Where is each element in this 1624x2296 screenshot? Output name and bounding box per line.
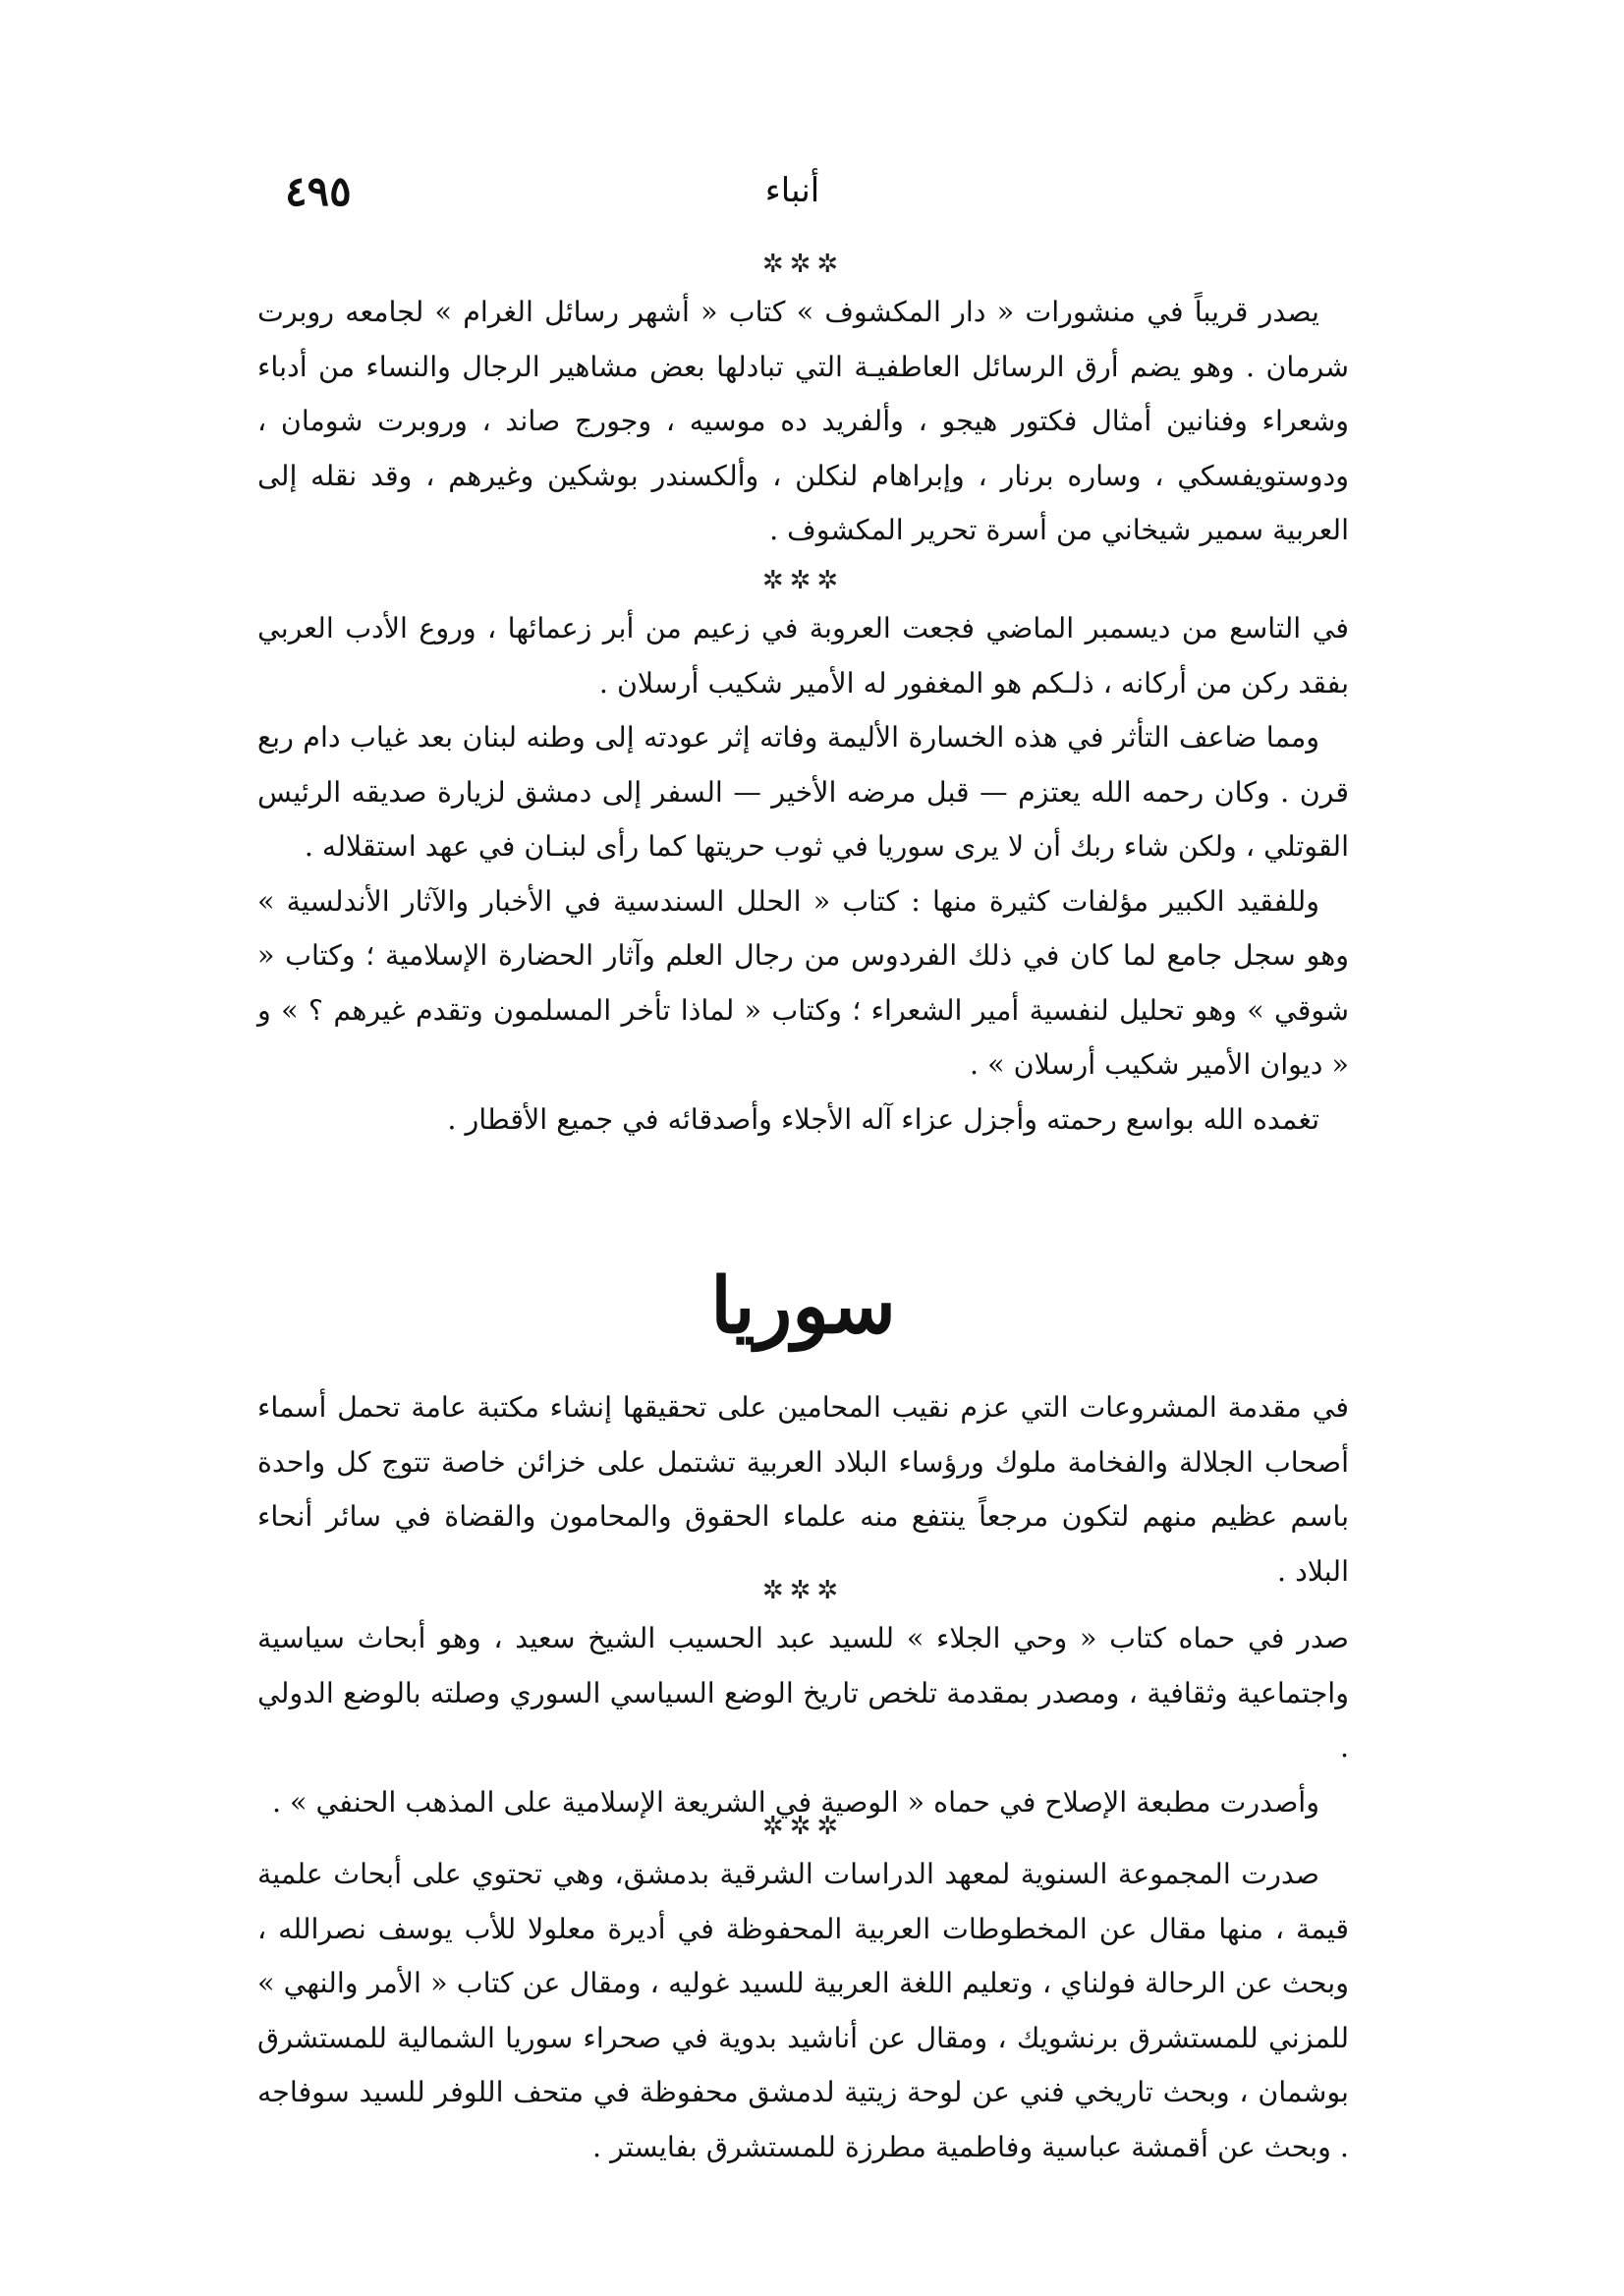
paragraph: وللفقيد الكبير مؤلفات كثيرة منها : كتاب « الحلل السندسية في الأخبار والآثار الأندلسية » وهو سجل جامع لما كان في ذلك الفردوس من رجال العلم وآثار الحضارة الإسلامية ؛ وكتاب « شوقي » وهو تحليل لنفسية أمير الشعراء ؛ وكتاب « لماذا تأخر المسلمون وتقدم غيرهم ؟ » و « ديوان الأمير شكيب أرسلان » . [257, 884, 1349, 1081]
paragraph: صدرت المجموعة السنوية لمعهد الدراسات الشرقية بدمشق، وهي تحتوي على أبحاث علمية قيمة ، منها مقال عن المخطوطات العربية المحفوظة في أديرة معلولا للأب يوسف نصرالله ، وبحث عن الرحالة فولناي ، وتعليم اللغة العربية للسيد غوليه ، ومقال عن كتاب « الأمر والنهي » للمزني للمستشرق برنشويك ، ومقال عن أناشيد بدوية في صحراء سوريا الشمالية للمستشرق بوشمان ، وبحث تاريخي فني عن لوحة زيتية لدمشق محفوظة في متحف اللوفر للسيد سوفاجه . وبحث عن أقمشة عباسية وفاطمية مطرزة للمستشرق بفايستر . [257, 1858, 1349, 2163]
paragraph: في مقدمة المشروعات التي عزم نقيب المحامين على تحقيقها إنشاء مكتبة عامة تحمل أسماء أصحاب الجلالة والفخامة ملوك ورؤساء البلاد العربية تشتمل على خزائن خاصة تتوج كل واحدة باسم عظيم منهم لتكون مرجعاً ينتفع منه علماء الحقوق والمحامون والقضاة في سائر أنحاء البلاد . [257, 1391, 1349, 1588]
section-title: سوريا [710, 1261, 896, 1351]
paragraph: ومما ضاعف التأثر في هذه الخسارة الأليمة وفاته إثر عودته إلى وطنه لبنان بعد غياب دام ربع قرن . وكان رحمه الله يعتزم — قبل مرضه الأخير — السفر إلى دمشق لزيارة صديقه الرئيس القوتلي ، ولكن شاء ربك أن لا يرى سوريا في ثوب حريتها كما رأى لبنـان في عهد استقلاله . [257, 721, 1349, 863]
news-item-library [257, 1380, 1349, 1598]
running-title: أنباء [764, 171, 820, 210]
news-item-obituary [257, 560, 1349, 1147]
paragraph: صدر في حماه كتاب « وحي الجلاء » للسيد عبد الحسيب الشيخ سعيد ، وهو أبحاث سياسية واجتماعية وثقافية ، ومصدر بمقدمة تلخص تاريخ الوضع السياسي السوري وصلته بالوضع الدولي . [257, 1622, 1349, 1764]
news-item-book-announcement [257, 244, 1349, 558]
page-header [246, 167, 1339, 226]
section-separator: ✲✲✲ [761, 1812, 845, 1841]
page-number: ٤٩٥ [285, 167, 352, 215]
paragraph: يصدر قريباً في منشورات « دار المكشوف » كتاب « أشهر رسائل الغرام » لجامعه روبرت شرمان . وهو يضم أرق الرسائل العاطفيـة التي تبادلها بعض مشاهير الرجال والنساء من أدباء وشعراء وفنانين أمثال فكتور هيجو ، وألفريد ده موسيه ، وجورج صاند ، وروبرت شومان ، ودوستويفسكي ، وساره برنار ، وإبراهام لنكلن ، وألكسندر بوشكين وغيرهم ، وقد نقله إلى العربية سمير شيخاني من أسرة تحرير المكشوف . [257, 296, 1349, 546]
paragraph: وأصدرت مطبعة الإصلاح في حماه « الوصية في الشريعة الإسلامية على المذهب الحنفي » . [271, 1785, 1319, 1819]
news-item-hama-books [257, 1570, 1349, 1829]
paragraph: في التاسع من ديسمبر الماضي فجعت العروبة في زعيم من أبر زعمائها ، وروع الأدب العربي بفقد ركن من أركانه ، ذلـكم هو المغفور له الأمير شكيب أرسلان . [257, 612, 1349, 700]
section-separator: ✲✲✲ [761, 566, 845, 595]
paragraph: تغمده الله بواسع رحمته وأجزل عزاء آله الأجلاء وأصدقائه في جميع الأقطار . [447, 1102, 1319, 1136]
news-item-annual-collection [257, 1806, 1349, 2174]
section-separator: ✲✲✲ [761, 1576, 845, 1605]
section-separator: ✲✲✲ [761, 250, 845, 279]
